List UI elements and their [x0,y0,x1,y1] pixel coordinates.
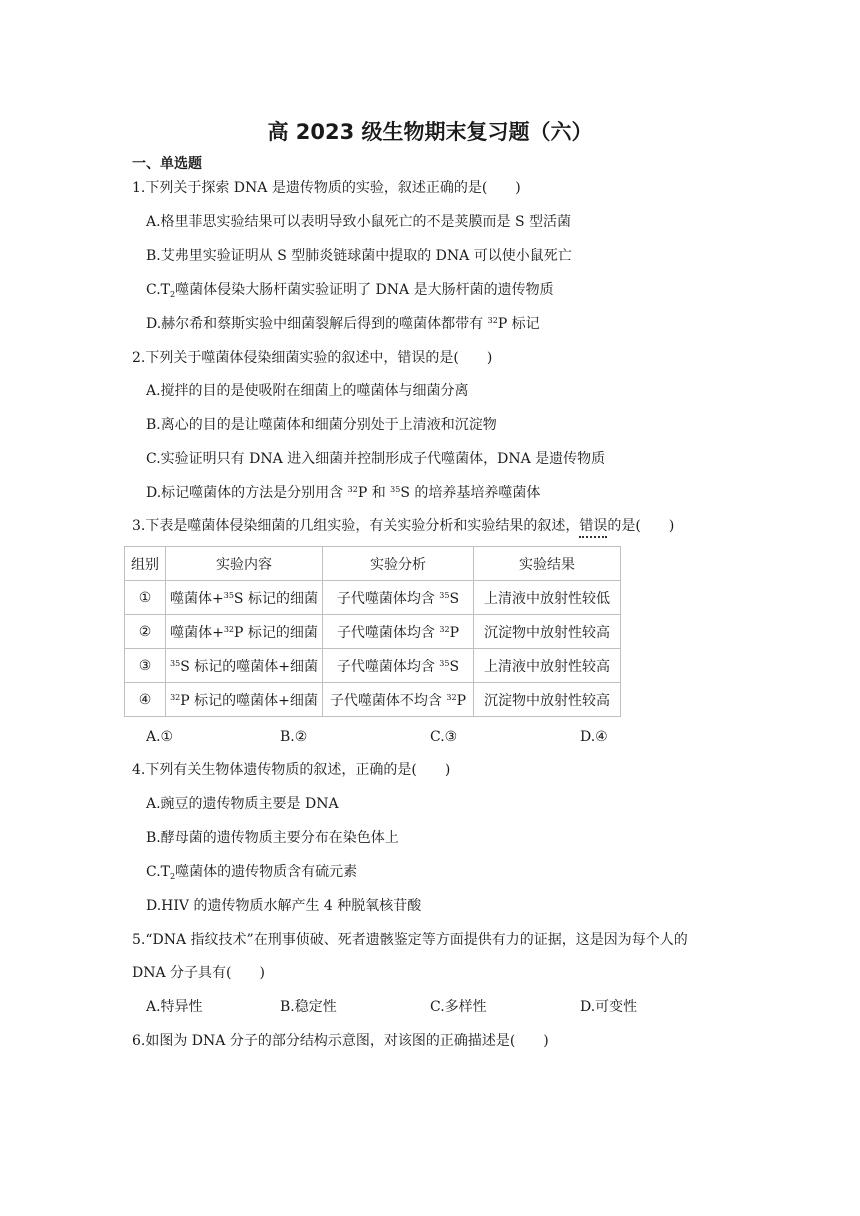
table-cell: 子代噬菌体均含 $^{35}$S [322,649,473,683]
table-row [125,581,621,615]
table-header: 实验分析 [322,547,473,581]
question-6-stem: 6.如图为 DNA 分子的部分结构示意图，对该图的正确描述是( ) [132,1033,549,1049]
question-4-option-a: A.豌豆的遗传物质主要是 DNA [146,796,339,812]
table-cell: ③ [125,649,166,683]
question-5-option-c: C.多样性 [430,999,487,1015]
table-cell: 沉淀物中放射性较高 [473,615,620,649]
table-cell: 子代噬菌体均含 $^{35}$S [322,581,473,615]
question-4-option-d: D.HIV 的遗传物质水解产生 4 种脱氧核苷酸 [146,898,422,914]
table-cell: $^{32}$P 标记的噬菌体+细菌 [166,683,323,717]
question-5-option-d: D.可变性 [580,999,638,1015]
table-header: 组别 [125,547,166,581]
table-row [125,683,621,717]
table-cell: ① [125,581,166,615]
table-cell: ② [125,615,166,649]
question-2-option-d: D.标记噬菌体的方法是分别用含 $^{32}$P 和 $^{35}$S 的培养基培养噬菌体 [146,485,541,501]
table-cell: 噬菌体+$^{35}$S 标记的细菌 [166,581,323,615]
table-cell: 上清液中放射性较低 [473,581,620,615]
table-cell: 子代噬菌体不均含 $^{32}$P [322,683,473,717]
table-header: 实验内容 [166,547,323,581]
question-2-option-c: C.实验证明只有 DNA 进入细菌并控制形成子代噬菌体，DNA 是遗传物质 [146,451,606,467]
question-1-stem: 1.下列关于探索 DNA 是遗传物质的实验，叙述正确的是( ) [132,180,521,196]
table-header-row [125,547,621,581]
question-2-option-a: A.搅拌的目的是使吸附在细菌上的噬菌体与细菌分离 [146,383,469,399]
table-row [125,649,621,683]
question-3-option-b: B.② [280,729,308,745]
question-3-option-a: A.① [146,729,174,745]
question-2-option-b: B.离心的目的是让噬菌体和细菌分别处于上清液和沉淀物 [146,417,497,433]
question-3-option-d: D.④ [580,729,608,745]
table-cell: $^{35}$S 标记的噬菌体+细菌 [166,649,323,683]
table-cell: ④ [125,683,166,717]
question-3-stem: 3.下表是噬菌体侵染细菌的几组实验，有关实验分析和实验结果的叙述，错误的是( ) [132,518,675,534]
question-2-stem: 2.下列关于噬菌体侵染细菌实验的叙述中，错误的是( ) [132,350,493,366]
table-cell: 沉淀物中放射性较高 [473,683,620,717]
question-5-option-b: B.稳定性 [280,999,337,1015]
section-heading: 一、单选题 [132,156,202,172]
emphasis-text: 错误 [579,518,608,534]
table-row [125,615,621,649]
question-1-option-b: B.艾弗里实验证明从 S 型肺炎链球菌中提取的 DNA 可以使小鼠死亡 [146,248,572,264]
question-1-option-a: A.格里菲思实验结果可以表明导致小鼠死亡的不是荚膜而是 S 型活菌 [146,214,572,230]
table-cell: 噬菌体+$^{32}$P 标记的细菌 [166,615,323,649]
question-5-option-a: A.特异性 [146,999,203,1015]
question-4-stem: 4.下列有关生物体遗传物质的叙述，正确的是( ) [132,762,451,778]
question-5-stem-line1: 5.“DNA 指纹技术”在刑事侦破、死者遗骸鉴定等方面提供有力的证据，这是因为每个人的 [132,932,688,948]
table-cell: 子代噬菌体均含 $^{32}$P [322,615,473,649]
question-1-option-c: $C.T_2$噬菌体侵染大肠杆菌实验证明了 DNA 是大肠杆菌的遗传物质 [146,282,554,299]
table-cell: 上清液中放射性较高 [473,649,620,683]
question-1-option-d: D.赫尔希和蔡斯实验中细菌裂解后得到的噬菌体都带有 $^{32}$P 标记 [146,316,540,332]
experiment-table [124,546,621,717]
question-3-option-c: C.③ [430,729,458,745]
page-title: 高 2023 级生物期末复习题（六） [267,120,593,144]
question-4-option-b: B.酵母菌的遗传物质主要分布在染色体上 [146,830,399,846]
question-4-option-c: $C.T_2$噬菌体的遗传物质含有硫元素 [146,864,358,881]
table-header: 实验结果 [473,547,620,581]
question-5-stem-line2: DNA 分子具有( ) [132,965,265,981]
